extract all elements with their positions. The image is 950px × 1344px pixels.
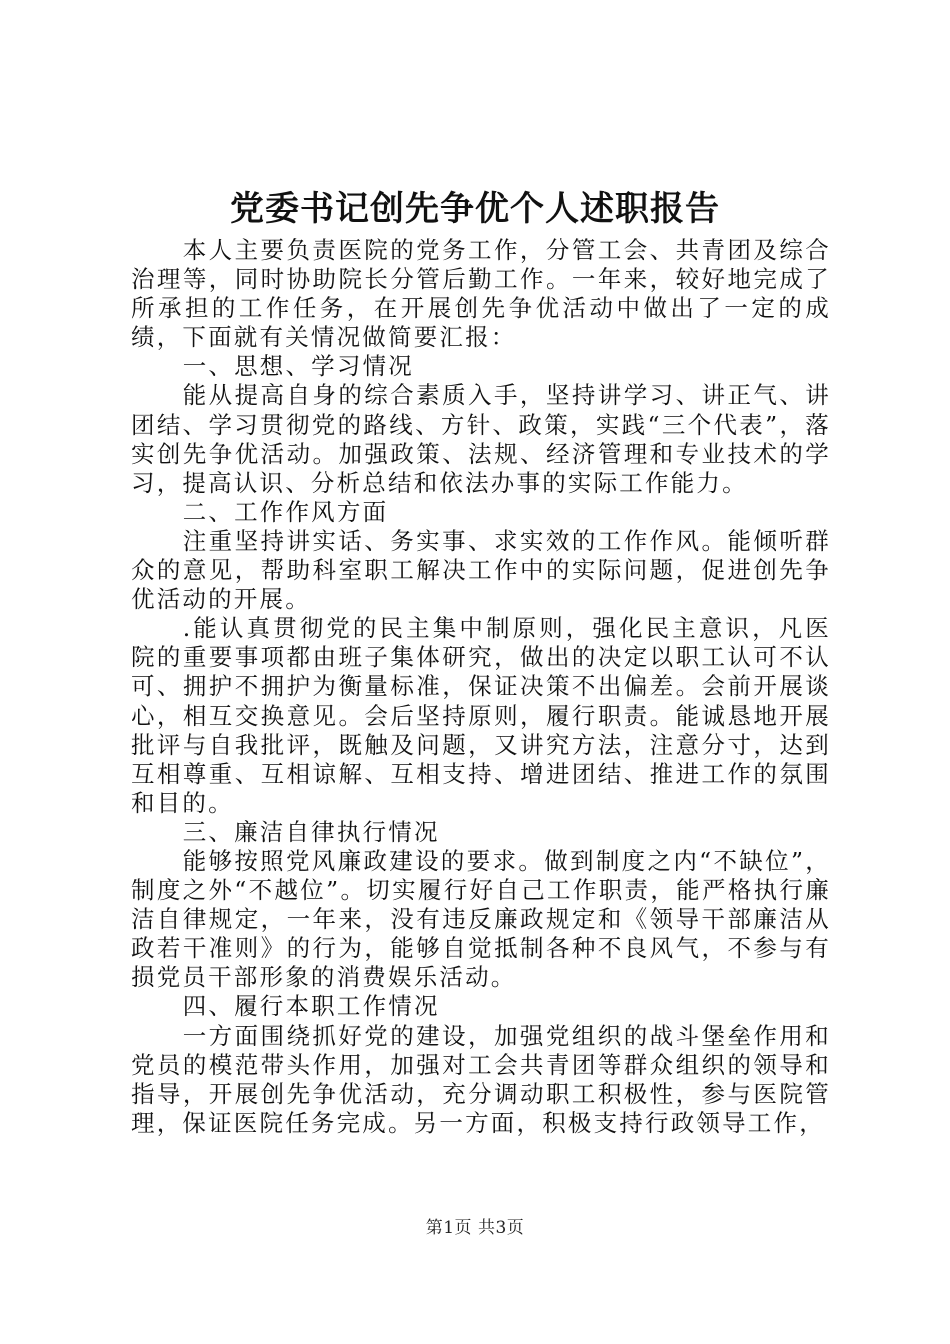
document-title: 党委书记创先争优个人述职报告 xyxy=(230,189,720,229)
paragraph-section-2a: 注重坚持讲实话、务实事、求实效的工作作风。能倾听群众的意见，帮助科室职工解决工作中的实际问题，促进创先争优活动的开展。 xyxy=(131,526,831,614)
paragraph-section-1: 能从提高自身的综合素质入手，坚持讲学习、讲正气、讲团结、学习贯彻党的路线、方针、政策，实践“三个代表”，落实创先争优活动。加强政策、法规、经济管理和专业技术的学习，提高认识、分析总结和依法办事的实际工作能力。 xyxy=(131,381,831,497)
section-heading-4: 四、履行本职工作情况 xyxy=(182,992,440,1021)
paragraph-section-2b: .能认真贯彻党的民主集中制原则，强化民主意识，凡医院的重要事项都由班子集体研究，做出的决定以职工认可不认可、拥护不拥护为衡量标准，保证决策不出偏差。会前开展谈心，相互交换意见。会后坚持原则，履行职责。能诚恳地开展批评与自我批评，既触及问题，又讲究方法，注意分寸，达到互相尊重、互相谅解、互相支持、增进团结、推进工作的氛围和目的。 xyxy=(131,614,831,817)
paragraph-section-3: 能够按照党风廉政建设的要求。做到制度之内“不缺位”，制度之外“不越位”。切实履行好自己工作职责，能严格执行廉洁自律规定，一年来，没有违反廉政规定和《领导干部廉洁从政若干准则》的行为，能够自觉抵制各种不良风气，不参与有损党员干部形象的消费娱乐活动。 xyxy=(131,846,831,992)
paragraph-section-4: 一方面围绕抓好党的建设，加强党组织的战斗堡垒作用和党员的模范带头作用，加强对工会共青团等群众组织的领导和指导，开展创先争优活动，充分调动职工积极性，参与医院管理，保证医院任务完成。另一方面，积极支持行政领导工作， xyxy=(131,1021,831,1137)
page-footer: 第1页 共3页 xyxy=(425,1218,525,1238)
paragraph-intro: 本人主要负责医院的党务工作，分管工会、共青团及综合治理等，同时协助院长分管后勤工作。一年来，较好地完成了所承担的工作任务，在开展创先争优活动中做出了一定的成绩，下面就有关情况做简要汇报： xyxy=(131,236,831,352)
section-heading-1: 一、思想、学习情况 xyxy=(182,352,414,381)
section-heading-3: 三、廉洁自律执行情况 xyxy=(182,817,440,846)
document-body xyxy=(131,236,831,1138)
section-heading-2: 二、工作作风方面 xyxy=(182,497,389,526)
